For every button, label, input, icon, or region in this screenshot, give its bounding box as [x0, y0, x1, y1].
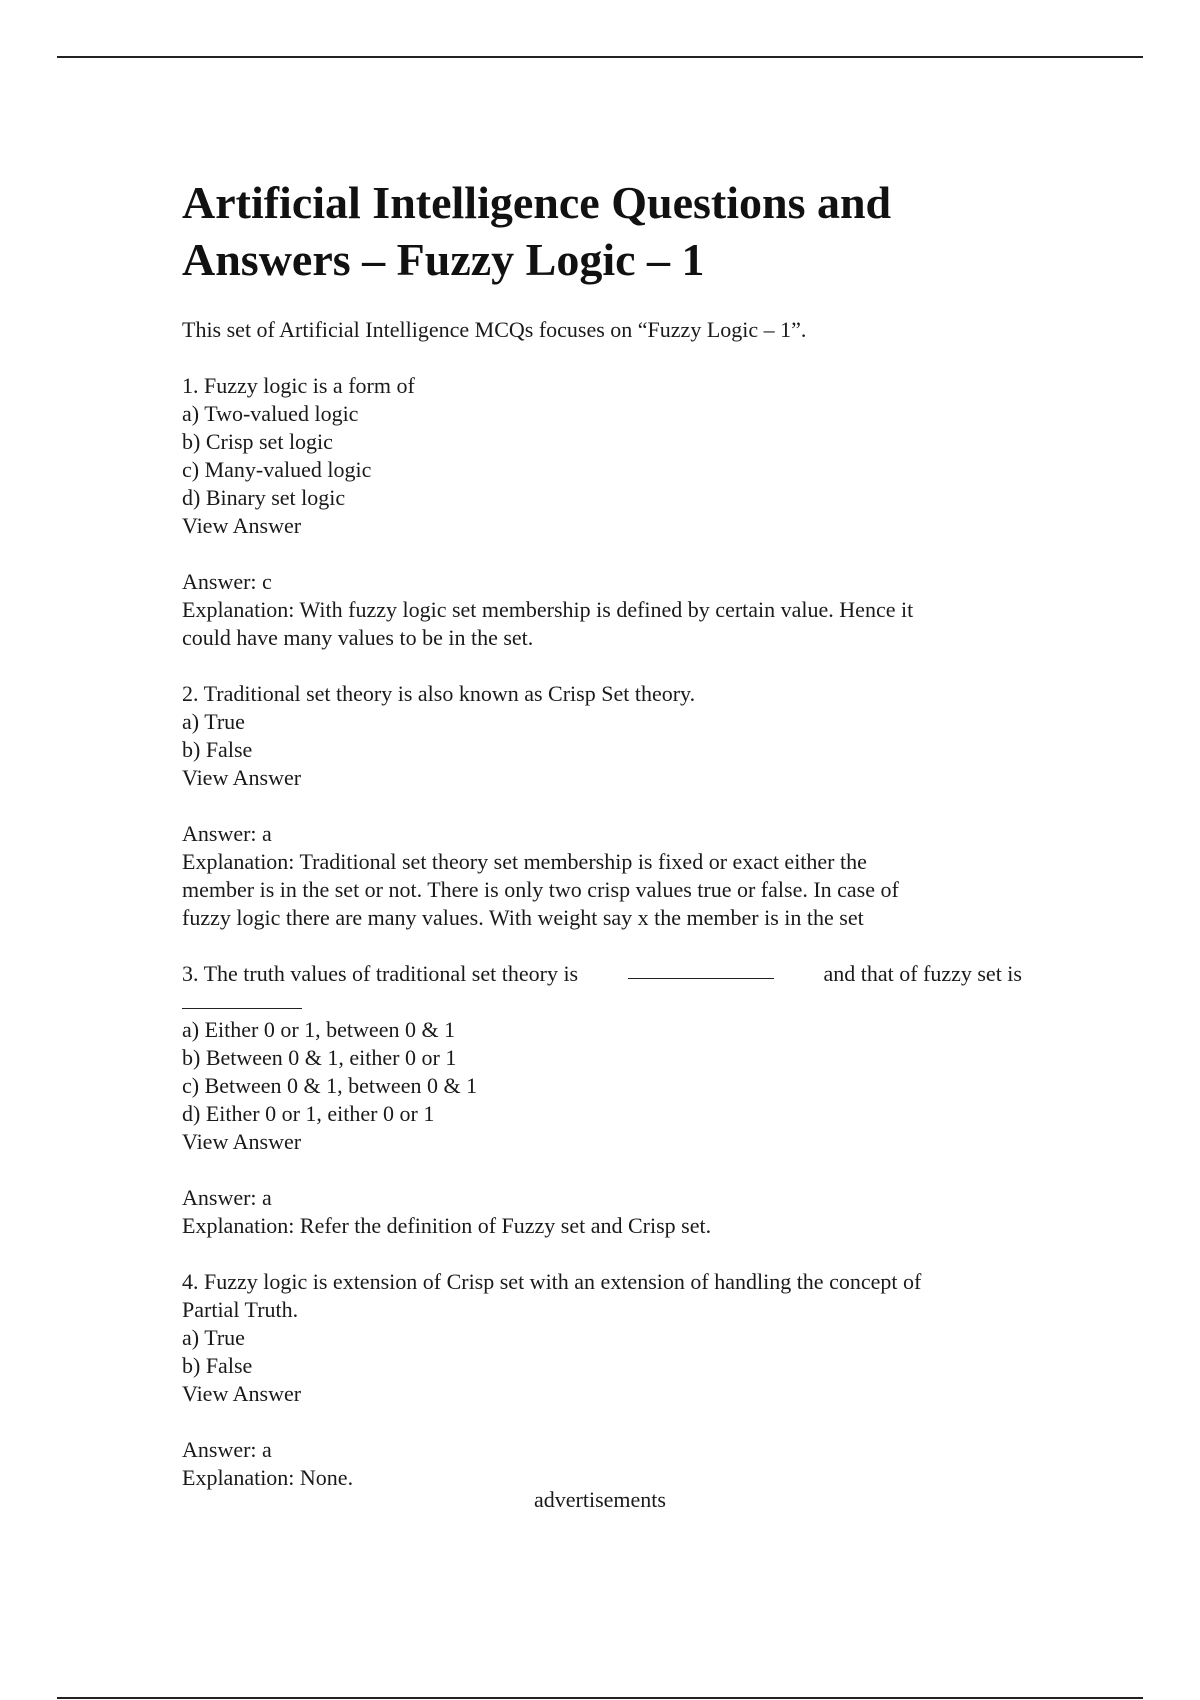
option-c: c) Many-valued logic [182, 457, 372, 482]
explanation-line: fuzzy logic there are many values. With weight say x the member is in the set [182, 905, 864, 930]
option-b: b) False [182, 1353, 253, 1378]
option-d: d) Either 0 or 1, either 0 or 1 [182, 1101, 435, 1126]
bottom-rule [57, 1697, 1143, 1699]
fill-in-blank [628, 960, 774, 979]
option-b: b) Between 0 & 1, either 0 or 1 [182, 1045, 457, 1070]
document-body [182, 174, 1022, 1492]
top-rule [57, 56, 1143, 58]
question-text: 4. Fuzzy logic is extension of Crisp set with an extension of handling the concept of [182, 1269, 922, 1294]
question-2 [182, 680, 1022, 792]
option-d: d) Binary set logic [182, 485, 346, 510]
option-a: a) Either 0 or 1, between 0 & 1 [182, 1017, 456, 1042]
title-line-2: Answers – Fuzzy Logic – 1 [182, 234, 705, 285]
intro-text: This set of Artificial Intelligence MCQs focuses on “Fuzzy Logic – 1”. [182, 317, 807, 342]
fill-in-blank [182, 990, 302, 1009]
question-3 [182, 960, 1022, 1156]
answer-text: Answer: c [182, 569, 272, 594]
view-answer-link[interactable]: View Answer [182, 1381, 302, 1406]
explanation-line: member is in the set or not. There is only two crisp values true or false. In case of [182, 877, 899, 902]
answer-3 [182, 1184, 1022, 1240]
title-line-1: Artificial Intelligence Questions and [182, 177, 892, 228]
explanation-line: Explanation: Traditional set theory set membership is fixed or exact either the [182, 849, 867, 874]
question-1 [182, 372, 1022, 540]
answer-4 [182, 1436, 1022, 1492]
answer-2 [182, 820, 1022, 932]
view-answer-link[interactable]: View Answer [182, 513, 302, 538]
question-text [182, 960, 1022, 988]
question-text: 2. Traditional set theory is also known as Crisp Set theory. [182, 681, 696, 706]
answer-text: Answer: a [182, 821, 272, 846]
answer-text: Answer: a [182, 1437, 272, 1462]
advertisements-label: advertisements [534, 1487, 666, 1512]
view-answer-link[interactable]: View Answer [182, 1129, 302, 1154]
answer-1 [182, 568, 1022, 652]
view-answer-link[interactable]: View Answer [182, 765, 302, 790]
question-text: Partial Truth. [182, 1297, 299, 1322]
question-text: 1. Fuzzy logic is a form of [182, 373, 415, 398]
option-b: b) False [182, 737, 253, 762]
option-a: a) True [182, 1325, 245, 1350]
question-text-part2: and that of fuzzy set is [823, 961, 1022, 986]
explanation-line: could have many values to be in the set. [182, 625, 534, 650]
option-a: a) Two-valued logic [182, 401, 359, 426]
question-text-part1: 3. The truth values of traditional set theory is [182, 961, 579, 986]
question-4 [182, 1268, 1022, 1408]
question-blank-line [182, 988, 1022, 1016]
page-title [182, 174, 1022, 288]
explanation-line: Explanation: Refer the definition of Fuzzy set and Crisp set. [182, 1213, 712, 1238]
option-a: a) True [182, 709, 245, 734]
option-b: b) Crisp set logic [182, 429, 333, 454]
option-c: c) Between 0 & 1, between 0 & 1 [182, 1073, 478, 1098]
answer-text: Answer: a [182, 1185, 272, 1210]
explanation-line: Explanation: None. [182, 1465, 354, 1490]
explanation-line: Explanation: With fuzzy logic set membership is defined by certain value. Hence it [182, 597, 914, 622]
